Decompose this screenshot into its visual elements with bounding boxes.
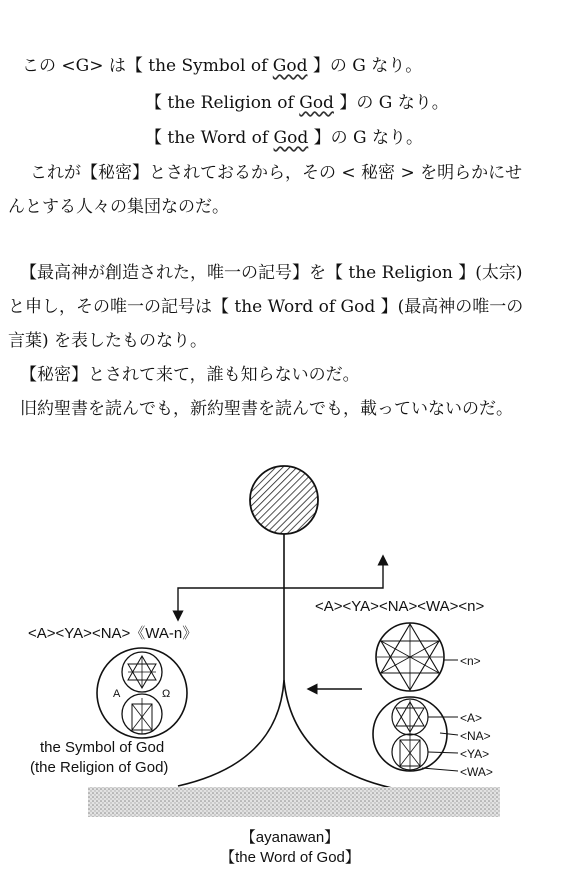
symbol-caption-1: the Symbol of God bbox=[40, 739, 165, 756]
god-underlined: God bbox=[299, 93, 334, 113]
right-symbol-stack bbox=[373, 623, 447, 771]
line1-prefix: この <G> は【 the Symbol of bbox=[22, 56, 273, 76]
label-n: <n> bbox=[460, 654, 481, 668]
right-arm-arrow bbox=[284, 560, 383, 588]
line3-prefix: 【 the Word of bbox=[145, 128, 274, 148]
label-ya: <YA> bbox=[460, 747, 490, 761]
line2-suffix: 】の G なり。 bbox=[333, 93, 449, 113]
leader-wa bbox=[422, 768, 458, 771]
paragraph-line-1: 【最高神が創造された，唯一の記号】を【 the Religion 】(太宗) bbox=[20, 263, 523, 283]
alpha-label: A bbox=[113, 688, 121, 700]
god-underlined: God bbox=[273, 128, 309, 148]
ground-band bbox=[88, 787, 500, 817]
god-underlined: God bbox=[272, 56, 308, 76]
paragraph-line-3: 言葉) を表したものなり。 bbox=[8, 331, 208, 351]
right-heading: <A><YA><NA><WA><n> bbox=[315, 598, 485, 615]
secret-line-2: んとする人々の集団なのだ。 bbox=[8, 197, 229, 217]
label-a: <A> bbox=[460, 711, 483, 725]
left-arm-arrow bbox=[178, 588, 284, 616]
omega-label: Ω bbox=[162, 688, 171, 700]
bottom-caption-2: 【the Word of God】 bbox=[220, 849, 360, 866]
symbol-caption-2: (the Religion of God) bbox=[30, 759, 169, 776]
root-curve-right bbox=[284, 680, 392, 788]
bottom-caption-1: 【ayanawan】 bbox=[240, 829, 340, 846]
paragraph-line-4: 【秘密】とされて来て，誰も知らないのだ。 bbox=[20, 365, 360, 385]
left-heading: <A><YA><NA>《WA-n》 bbox=[28, 625, 198, 642]
line3-suffix: 】の G なり。 bbox=[308, 128, 424, 148]
label-na: <NA> bbox=[460, 729, 491, 743]
paragraph-line-2: と申し，その唯一の記号は【 the Word of God 】(最高神の唯一の bbox=[8, 297, 524, 317]
leader-ya bbox=[428, 752, 458, 753]
label-wa: <WA> bbox=[460, 765, 493, 779]
paragraph-line-5: 旧約聖書を読んでも，新約聖書を読んでも，載っていないのだ。 bbox=[20, 399, 513, 419]
secret-line-1: これが【秘密】とされておるから，その < 秘密 > を明らかにせ bbox=[30, 163, 523, 183]
line2-prefix: 【 the Religion of bbox=[145, 93, 300, 113]
leader-na bbox=[440, 733, 458, 735]
root-curve-left bbox=[178, 680, 284, 786]
hatched-head-circle bbox=[250, 466, 318, 534]
left-symbol-circle bbox=[97, 648, 187, 738]
line1-suffix: 】の G なり。 bbox=[307, 56, 423, 76]
